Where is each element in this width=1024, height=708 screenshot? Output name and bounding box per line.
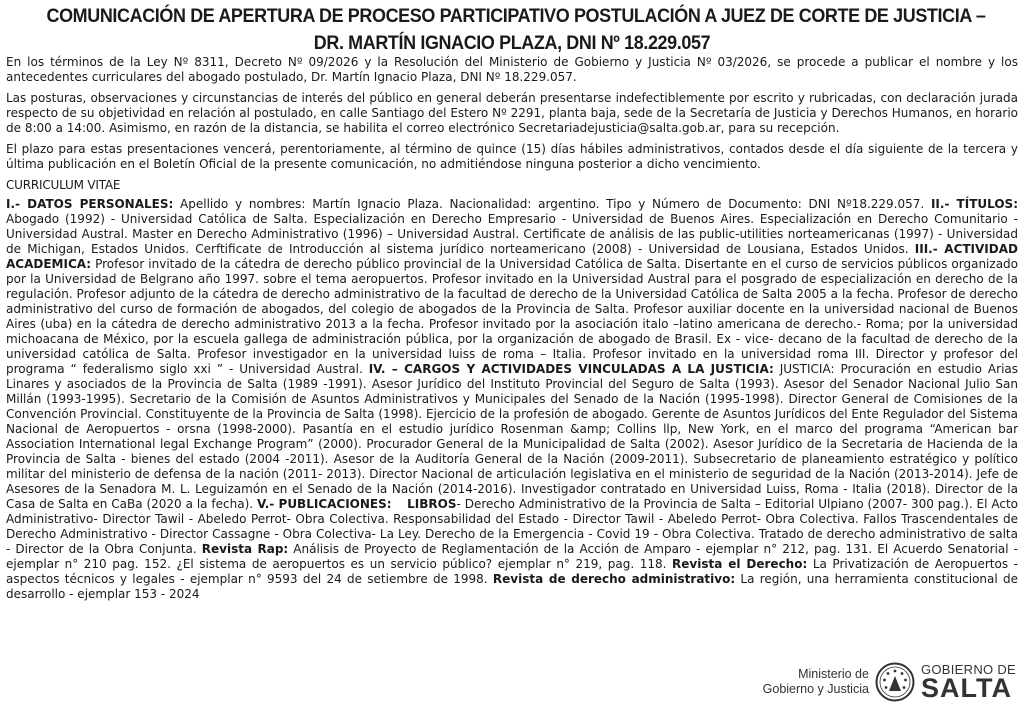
cv-section-5-sub-label: LIBROS [407,497,457,511]
ministry-line-1: Ministerio de [798,667,869,681]
cv-section-5-label: V.- PUBLICACIONES: [256,497,392,511]
title-line-1: COMUNICACIÓN DE APERTURA DE PROCESO PARTICIPATIVO POSTULACIÓN A JUEZ DE CORTE DE JUSTICIA – [46,5,986,27]
cv-revista-el-derecho-text: La Privatización de Aeropuertos - aspectos técnicos y legales - ejemplar n° 9593 del 24 de setiembre de 1998. [6,557,1018,586]
cv-section-1-text: Apellido y nombres: Martín Ignacio Plaza. Nacionalidad: argentino. Tipo y Número de Documento: DNI Nº18.229.057. [173,197,931,211]
cv-section-4-text: JUSTICIA: Procuración en estudio Arias Linares y asociados de la Provincia de Salta (1989 -1991). Asesor Jurídico del Instituto Provincial del Seguro de Salta (1993). Asesor del Senador Nacional Julio San Millán (1993-1995). Secretario de la Comisión de Asuntos Administrativos y Municipales del Senado de la Nación (1995-1998). Director General de Comisiones de la Convención Provincial. Constituyente de la Provincia de Salta (1998). Ejercicio de la profesión de abogado. Gerente de Asuntos Jurídicos del Ente Regulador del Sistema Nacional de Aeropuertos - orsna (1998-2000). Pasantía en el estudio jurídico Rosenman &amp; Collins llp, New York, en el marco del programa “American bar Association International legal Exchange Program” (2000). Procurador General de la Municipalidad de Salta (2002). Asesor Jurídico de la Secretaria de Hacienda de la Provincia de Salta - bienes del estado (2004 -2011). Asesor de la Auditoría General de la Nación (2009-2011). Subsecretario de planeamiento estratégico y político militar del ministerio de defensa de la nación (2011- 2013). Director Nacional de articulación legislativa en el ministerio de seguridad de la Nación (2013-2014). Jefe de Asesores de la Senadora M. L. Leguizamón en el Senado de la Nación (2014-2016). Investigador contratado en Universidad Luiss, Roma - Italia (2018). Director de la Casa de Salta en CaBa (2020 a la fecha). [6,362,1019,511]
cv-section-4-label: IV. – CARGOS Y ACTIVIDADES VINCULADAS A LA JUSTICIA: [368,362,774,376]
cv-section-5-gap [392,497,408,511]
notice-title [46,3,986,57]
notice-body [6,55,1018,602]
cv-revista-derecho-admin-label: Revista de derecho administrativo: [492,572,736,586]
cv-revista-rap-label: Revista Rap: [201,542,289,556]
cv-revista-derecho-admin-text: La región, una herramienta constitucional de desarrollo - ejemplar 153 - 2024 [6,572,1018,601]
intro-paragraph-1: En los términos de la Ley Nº 8311, Decreto Nº 09/2026 y la Resolución del Ministerio de Gobierno y Justicia Nº 03/2026, se procede a publicar el nombre y los antecedentes curriculares del abogado postulado, Dr. Martín Ignacio Plaza, DNI Nº 18.229.057. [6,55,1018,84]
cv-paragraph [6,197,1018,602]
cv-revista-rap-text: Análisis de Proyecto de Reglamentación de la Acción de Amparo - ejemplar n° 212, pag. 131. El Acuerdo Senatorial - ejemplar n° 210 pag. 152. ¿El sistema de aeropuertos es un servicio público? ejemplar n° 219, pag. 118. [6,542,1018,571]
ministry-line-2: Gobierno y Justicia [762,682,869,696]
gobierno-salta-logo [921,663,1016,702]
cv-heading: CURRICULUM VITAE [6,178,121,192]
footer-logos [763,662,1016,702]
cv-section-2-text: Abogado (1992) - Universidad Católica de Salta. Especialización en Derecho Empresario - Universidad de Buenos Aires. Especialización en Derecho Comunitario - Universidad Austral. Master en Derecho Administrativo (1996) – Universidad Austral. Certificate de análisis de las public-utilities norteamericanas (1997) - Universidad de Michigan, Estados Unidos. Cerftificate de Introducción al sistema jurídico norteamericano (2008) - Universidad de Lousiana, Estados Unidos. [6,212,1018,256]
ministry-logo-text [763,667,869,697]
cv-section-2-label: II.- TÍTULOS: [930,197,1018,211]
gov-line-2: SALTA [920,672,1012,703]
cv-section-5-text: - Derecho Administrativo de la Provincia de Salta – Editorial Ulpiano (2007- 300 pag.). El Acto Administrativo- Director Tawil - Abeledo Perrot- Obra Colectiva. Responsabilidad del Estado - Director Tawil - Abeledo Perrot- Obra Colectiva. Fallos Trascendentales de Derecho Administrativo - Director Cassagne - Obra Colectiva- La Ley. Derecho de la Emergencia - Covid 19 - Obra Colectiva. Tratado de derecho administrativo de salta - Director de la Obra Conjunta. [6,497,1018,556]
intro-paragraph-3: El plazo para estas presentaciones vencerá, perentoriamente, al término de quince (15) días hábiles administrativos, contados desde el día siguiente de la tercera y última publicación en el Boletín Oficial de la presente comunicación, no admitiéndose ninguna posterior a dicho vencimiento. [6,142,1018,171]
gov-line-1: GOBIERNO DE [920,661,1016,677]
intro-paragraph-2: Las posturas, observaciones y circunstancias de interés del público en general deberán presentarse indefectiblemente por escrito y rubricadas, con declaración jurada respecto de su objetividad en relación al postulado, en calle Santiago del Estero Nº 2291, planta baja, sede de la Secretaría de Justicia y Derechos Humanos, en horario de 8:00 a 14:00. Asimismo, en razón de la distancia, se habilita el correo electrónico Secretariadejusticia@salta.gob.ar, para su recepción. [6,91,1018,135]
provincial-seal-icon [875,662,915,702]
cv-revista-el-derecho-label: Revista el Derecho: [672,557,808,571]
cv-section-1-label: I.- DATOS PERSONALES: [6,197,174,211]
cv-section-3-label: III.- ACTIVIDAD ACADEMICA: [6,242,1018,271]
title-line-2: DR. MARTÍN IGNACIO PLAZA, DNI Nº 18.229.057 [313,32,711,54]
cv-section-3-text: Profesor invitado de la cátedra de derecho público provincial de la Universidad Católica de Salta. Disertante en el curso de servicios públicos organizado por la Universidad de Belgrano año 1997. sobre el tema aeropuertos. Profesor invitado en la Universidad Austral para el posgrado de especialización en derecho de la regulación. Profesor adjunto de la cátedra de derecho administrativo de la facultad de derecho de la Universidad Católica de Salta 2005 a la fecha. Profesor de derecho administrativo del curso de formación de abogados, del colegio de abogados de la Provincia de Salta. Profesor auxiliar docente en la universidad nacional de Buenos Aires (uba) en la cátedra de derecho administrativo 2013 a la fecha. Profesor invitado por la asociación italo –latino americana de derecho.- Roma; por la universidad michoacana de México, por la escuela gallega de administración pública, por la organización de abogado de Brasil. Ex - vice- decano de la facultad de derecho de la universidad católica de Salta. Profesor investigador en la universidad luiss de roma – Italia. Profesor invitado en la universidad roma III. Director y profesor del programa “ federalismo siglo xxi ” - Universidad Austral. [6,257,1018,376]
